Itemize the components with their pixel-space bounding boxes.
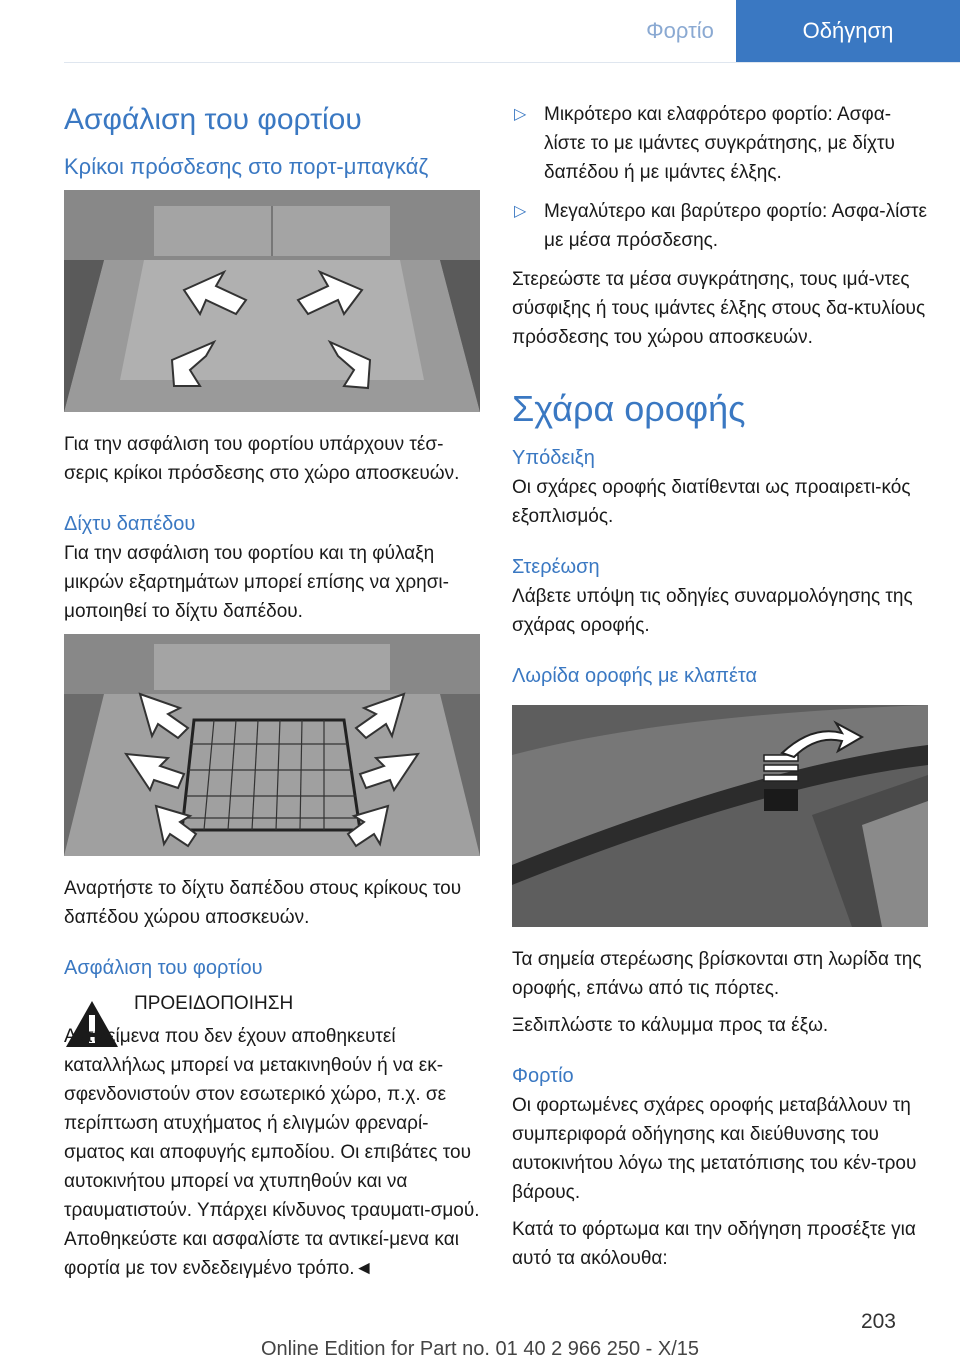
- load-heading: Φορτίο: [512, 1065, 574, 1087]
- fasten-text: Στερεώστε τα μέσα συγκράτησης, τους ιμά-ντες σύσφιξης ή τους ιμάντες έλξης στους δα-κτυλίους πρόσδεσης του χώρου αποσκευών.: [512, 269, 926, 348]
- header-divider: [64, 62, 960, 63]
- roof-strip-heading: Λωρίδα οροφής με κλαπέτα: [512, 665, 758, 687]
- roof-strip-text-2: Ξεδιπλώστε το κάλυμμα προς τα έξω.: [512, 1015, 829, 1036]
- tie-down-rings-text: Για την ασφάλιση του φορτίου υπάρχουν τέσ-σερις κρίκοι πρόσδεσης στο χώρο αποσκευών.: [64, 434, 460, 484]
- roof-strip-image: [512, 705, 928, 927]
- warning-title: ΠΡΟΕΙΔΟΠΟΙΗΣΗ: [134, 993, 294, 1014]
- triangle-bullet-icon: ▷: [514, 203, 527, 220]
- tie-down-rings-heading: Κρίκοι πρόσδεσης στο πορτ-μπαγκάζ: [64, 154, 429, 179]
- load-text-2: Κατά το φόρτωμα και την οδήγηση προσέξτε για αυτό τα ακόλουθα:: [512, 1219, 916, 1269]
- floor-net-text: Για την ασφάλιση του φορτίου και τη φύλαξη μικρών εξαρτημάτων μπορεί επίσης να χρησι-μοποιηθεί το δίχτυ δαπέδου.: [64, 543, 449, 622]
- roof-strip-text-1: Τα σημεία στερέωσης βρίσκονται στη λωρίδα της οροφής, επάνω από τις πόρτες.: [512, 949, 922, 999]
- roof-rack-title: Σχάρα οροφής: [512, 388, 746, 429]
- securing-cargo-heading: Ασφάλιση του φορτίου: [64, 957, 263, 979]
- section-title: Ασφάλιση του φορτίου: [64, 103, 362, 136]
- mounting-text: Λάβετε υπόψη τις οδηγίες συναρμολόγησης της σχάρας οροφής.: [512, 586, 913, 636]
- left-column: [64, 100, 480, 1283]
- header-tab-active[interactable]: Οδήγηση: [736, 0, 960, 62]
- bullet-small-load: ▷ Μικρότερο και ελαφρότερο φορτίο: Ασφα-λίστε το με ιμάντες συγκράτησης, με δίχτυ δαπέδου ή με ιμάντες έλξης.: [512, 100, 928, 187]
- hint-text: Οι σχάρες οροφής διατίθενται ως προαιρετι-κός εξοπλισμός.: [512, 477, 911, 527]
- hint-heading: Υπόδειξη: [512, 447, 595, 469]
- right-column: [512, 100, 928, 1281]
- bullet-large-load: ▷ Μεγαλύτερο και βαρύτερο φορτίο: Ασφα-λίστε με μέσα πρόσδεσης.: [512, 197, 928, 255]
- page-header: [624, 0, 960, 62]
- cargo-bullet-list: [512, 100, 928, 255]
- header-tab-section[interactable]: Φορτίο: [646, 18, 714, 43]
- floor-net-heading: Δίχτυ δαπέδου: [64, 513, 196, 535]
- edition-note: Online Edition for Part no. 01 40 2 966 250 - X/15: [260, 1338, 700, 1360]
- load-text-1: Οι φορτωμένες σχάρες οροφής μεταβάλλουν τη συμπεριφορά οδήγησης και διεύθυνσης του αυτοκινήτου λόγω της μετατόπισης του κέν-τρου βάρους.: [512, 1095, 917, 1203]
- warning-block: [64, 989, 480, 1283]
- triangle-bullet-icon: ▷: [514, 106, 527, 123]
- floor-net-image: [64, 634, 480, 856]
- mounting-heading: Στερέωση: [512, 556, 600, 578]
- floor-net-caption: Αναρτήστε το δίχτυ δαπέδου στους κρίκους του δαπέδου χώρου αποσκευών.: [64, 878, 462, 928]
- warning-text: Αντικείμενα που δεν έχουν αποθηκευτεί καταλλήλως μπορεί να μετακινηθούν ή να εκ-σφενδονιστούν στον εσωτερικό χώρο, π.χ. σε περίπτωση ατυχήματος ή ελιγμών φρεναρί-σματος και αποφυγής εμποδίου. Οι επιβάτες του αυτοκινήτου μπορεί να χτυπηθούν και να τραυματιστούν. Υπάρχει κίνδυνος τραυματι-σμού. Αποθηκεύστε και ασφαλίστε τα αντικεί-μενα και φορτία με τον ενδεδειγμένο τρόπο.◄: [64, 1026, 480, 1279]
- trunk-rings-image: [64, 190, 480, 412]
- page-number: 203: [860, 1310, 896, 1333]
